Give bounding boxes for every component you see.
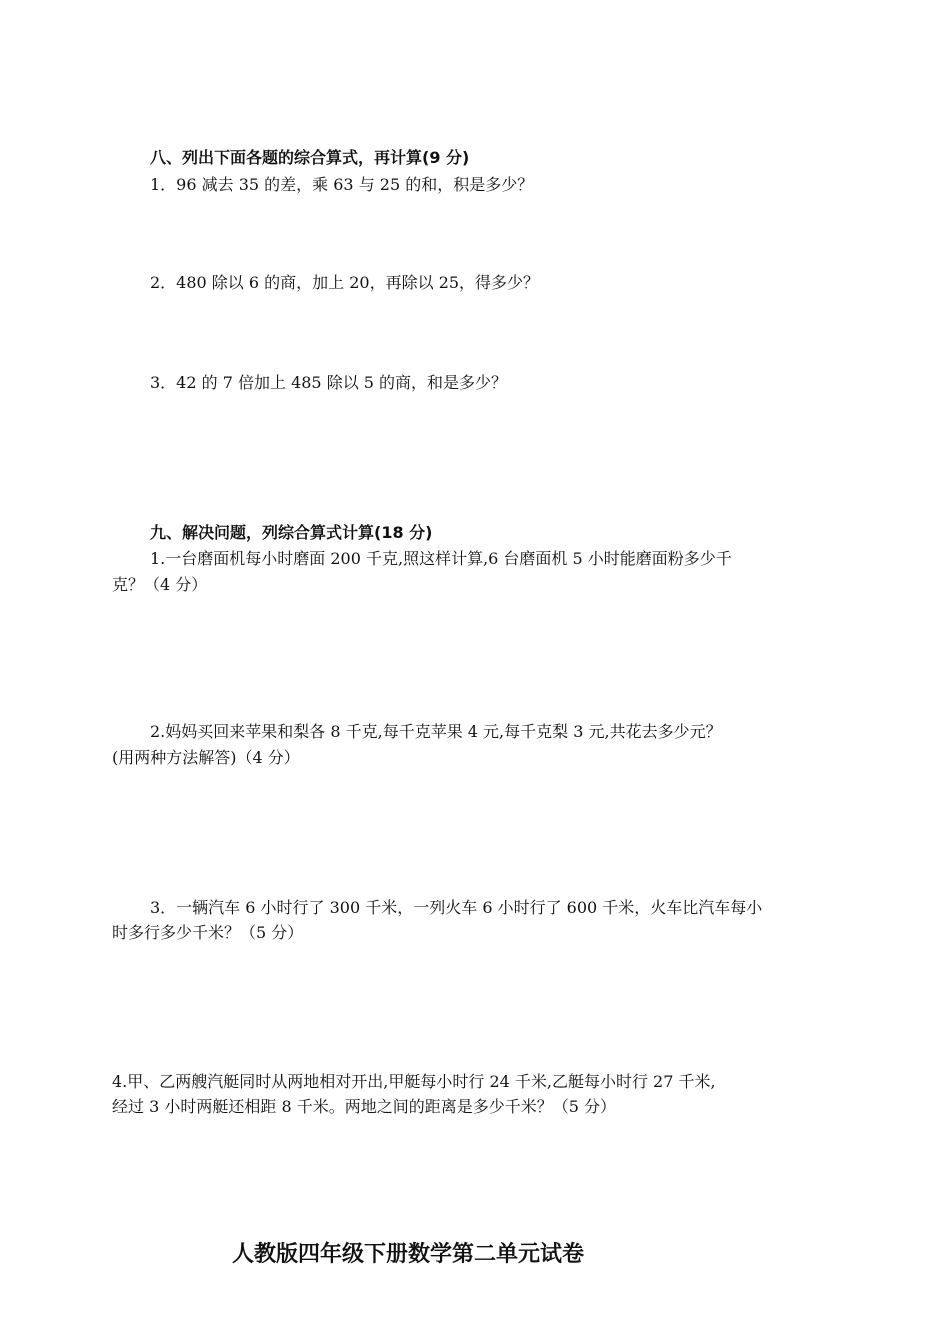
- section9-question-2-line-1: 2.妈妈买回来苹果和梨各 8 千克,每千克苹果 4 元,每千克梨 3 元,共花去多少元？: [150, 722, 722, 741]
- section9-question-1-line-1: 1.一台磨面机每小时磨面 200 千克,照这样计算,6 台磨面机 5 小时能磨面粉多少千: [150, 549, 732, 568]
- page-title: 人教版四年级下册数学第二单元试卷: [232, 1242, 585, 1267]
- section9-question-4-line-2: 经过 3 小时两艇还相距 8 千米。两地之间的距离是多少千米？（5 分）: [112, 1097, 616, 1116]
- section9-question-2-line-2: (用两种方法解答)（4 分）: [112, 748, 300, 767]
- section9-question-3-line-2: 时多行多少千米？（5 分）: [112, 923, 304, 942]
- section9-question-4-line-1: 4.甲、乙两艘汽艇同时从两地相对开出,甲艇每小时行 24 千米,乙艇每小时行 27 千米,: [112, 1072, 716, 1091]
- section9-question-3-line-1: 3．一辆汽车 6 小时行了 300 千米，一列火车 6 小时行了 600 千米，火车比汽车每小: [150, 898, 763, 917]
- section8-question-1: 1．96 减去 35 的差，乘 63 与 25 的和，积是多少？: [150, 175, 534, 194]
- section9-heading: 九、解决问题，列综合算式计算(18 分): [150, 523, 433, 542]
- section8-heading: 八、列出下面各题的综合算式，再计算(9 分): [150, 148, 470, 167]
- section9-question-1-line-2: 克？（4 分）: [112, 575, 208, 594]
- section8-question-2: 2．480 除以 6 的商，加上 20，再除以 25，得多少？: [150, 273, 540, 292]
- section8-question-3: 3．42 的 7 倍加上 485 除以 5 的商，和是多少？: [150, 373, 508, 392]
